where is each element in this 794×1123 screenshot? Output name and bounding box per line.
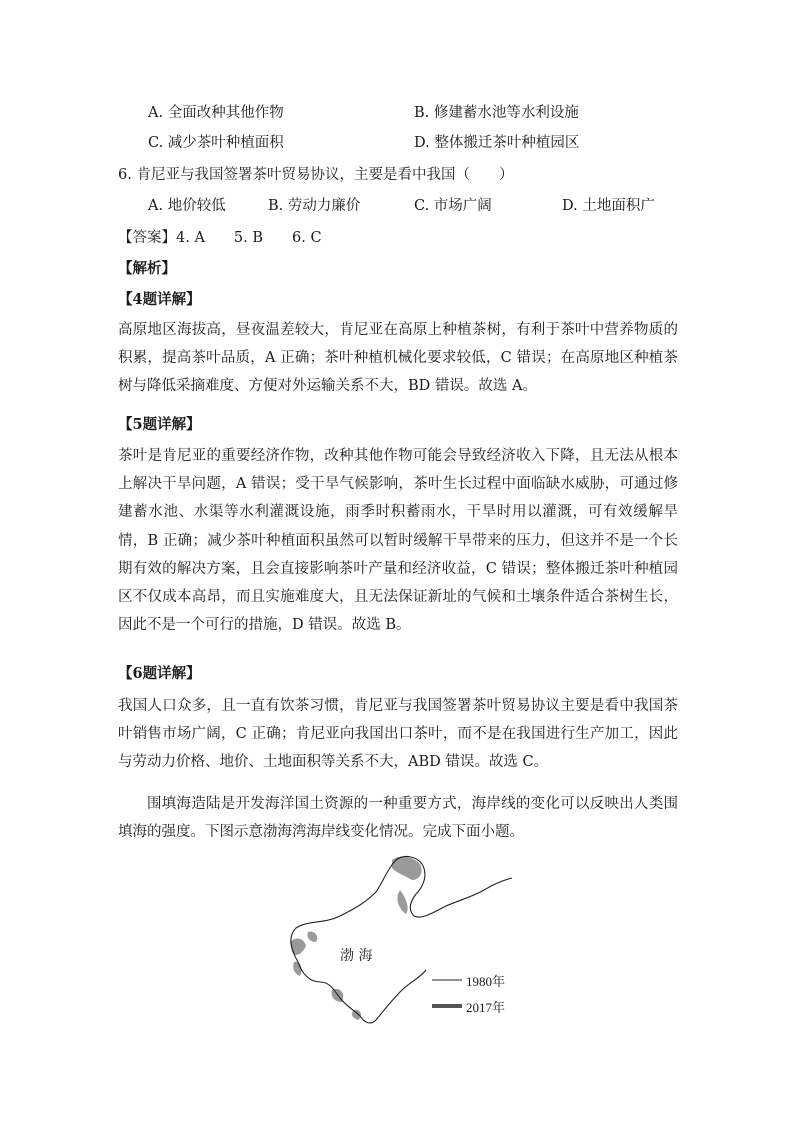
reclamation-areas (290, 857, 422, 1020)
legend-2017-label: 2017年 (466, 1000, 506, 1015)
q5-explanation: 茶叶是肯尼亚的重要经济作物，改种其他作物可能会导致经济收入下降，且无法从根本上解决干旱问题，A 错误；受干旱气候影响，茶叶生长过程中面临缺水威胁，可通过修建蓄水池、水渠等水利灌溉设施，雨季时积蓄雨水，干旱时用以灌溉，可有效缓解旱情，B 正确；减少茶叶种植面积虽然可以暂时缓解干旱带来的压力，但这并不是一个长期有效的解决方案，且会直接影响茶叶产量和经济收益，C 错误；整体搬迁茶叶种植园区不仅成本高昂，而且实施难度大，且无法保证新址的气候和土壤条件适合茶树生长，因此不是一个可行的措施，D 错误。故选 B。 (118, 448, 678, 634)
q6-stem: 6. 肯尼亚与我国签署茶叶贸易协议，主要是看中我国（ ） (118, 167, 514, 183)
q6-heading: 【6题详解】 (118, 665, 201, 682)
q5-heading: 【5题详解】 (118, 416, 201, 433)
q4-explanation: 高原地区海拔高，昼夜温差较大，肯尼亚在高原上种植茶树，有利于茶叶中营养物质的积累，提高茶叶品质，A 正确；茶叶种植机械化要求较低，C 错误；在高原地区种植茶树与降低采摘难度、方便对外运输关系不大，BD 错误。故选 A。 (118, 322, 678, 395)
analysis-heading: 【解析】 (118, 260, 176, 277)
q6-option-d: D. 土地面积广 (562, 198, 655, 214)
answer-line: 【答案】4. A 5. B 6. C (118, 230, 322, 246)
intro-paragraph: 围填海造陆是开发海洋国土资源的一种重要方式，海岸线的变化可以反映出人类围填海的强度。下图示意渤海湾海岸线变化情况。完成下面小题。 (118, 796, 678, 841)
bohai-sea-label: 渤 海 (340, 948, 373, 964)
q5-option-b: B. 修建蓄水池等水利设施 (414, 105, 579, 121)
q4-heading: 【4题详解】 (118, 291, 201, 308)
q6-option-a: A. 地价较低 (148, 198, 226, 214)
q5-option-c: C. 减少茶叶种植面积 (148, 135, 284, 151)
q5-option-a: A. 全面改种其他作物 (148, 105, 284, 121)
legend-1980-label: 1980年 (466, 974, 506, 989)
q5-option-d: D. 整体搬迁茶叶种植园区 (414, 135, 580, 151)
q6-explanation: 我国人口众多，且一直有饮茶习惯，肯尼亚与我国签署茶叶贸易协议主要是看中我国茶叶销售市场广阔，C 正确；肯尼亚向我国出口茶叶，而不是在我国进行生产加工，因此与劳动力价格、地价、土地面积等关系不大，ABD 错误。故选 C。 (118, 698, 678, 771)
q6-option-c: C. 市场广阔 (414, 198, 492, 214)
q6-option-b: B. 劳动力廉价 (268, 198, 361, 214)
